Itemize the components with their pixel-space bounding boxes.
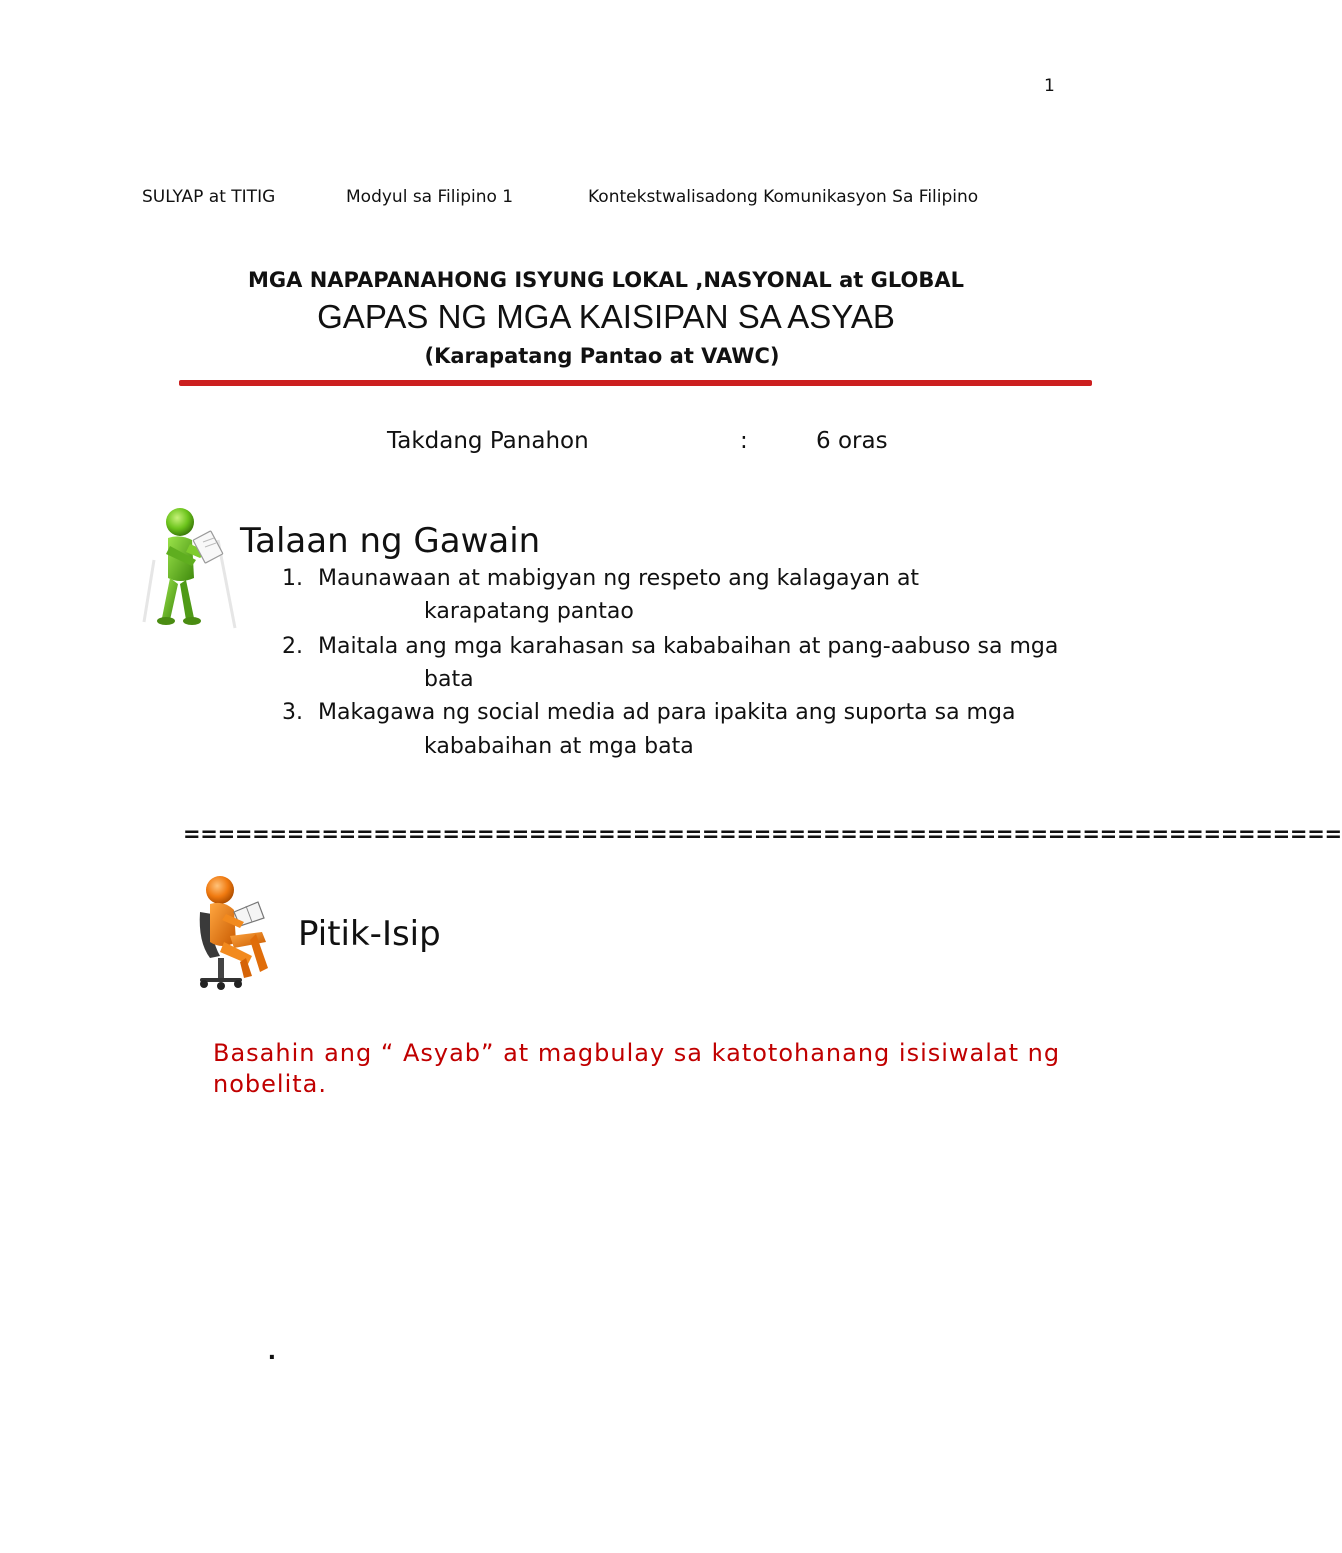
time-value: 6 oras [816, 428, 888, 454]
list-item [0, 566, 1200, 630]
pitik-isip-heading: Pitik-Isip [298, 914, 441, 954]
list-item-text: Makagawa ng social media ad para ipakita ang suporta sa mga [318, 700, 1016, 725]
page-number: 1 [1044, 76, 1055, 96]
topic-heading: MGA NAPAPANAHONG ISYUNG LOKAL ,NASYONAL at GLOBAL [248, 268, 964, 292]
time-label: Takdang Panahon [387, 428, 589, 454]
list-item-text-continued: bata [424, 667, 474, 692]
list-item [0, 634, 1200, 698]
page-title: GAPAS NG MGA KAISIPAN SA ASYAB [317, 298, 895, 335]
list-item-number: 3. [282, 700, 303, 725]
list-item [0, 700, 1200, 764]
list-item-text: Maunawaan at mabigyan ng respeto ang kalagayan at [318, 566, 920, 591]
time-separator: : [740, 428, 748, 454]
header-course: Kontekstwalisadong Komunikasyon Sa Filipino [588, 187, 979, 207]
subtitle: (Karapatang Pantao at VAWC) [424, 344, 780, 368]
section-separator: =================================================================== [183, 822, 1342, 846]
header-series: SULYAP at TITIG [142, 187, 276, 207]
orange-figure-reading-chair-icon [190, 872, 286, 996]
red-divider [179, 380, 1092, 386]
header-module: Modyul sa Filipino 1 [346, 187, 514, 207]
list-item-text-continued: karapatang pantao [424, 599, 634, 624]
list-item-number: 2. [282, 634, 303, 659]
instruction-text: Basahin ang “ Asyab” at magbulay sa katotohanang isisiwalat ng nobelita. [213, 1039, 1061, 1098]
list-item-text: Maitala ang mga karahasan sa kababaihan at pang-aabuso sa mga [318, 634, 1059, 659]
footer-mark: . [268, 1334, 276, 1365]
list-item-number: 1. [282, 566, 303, 591]
activities-heading: Talaan ng Gawain [240, 521, 541, 561]
list-item-text-continued: kababaihan at mga bata [424, 734, 694, 759]
